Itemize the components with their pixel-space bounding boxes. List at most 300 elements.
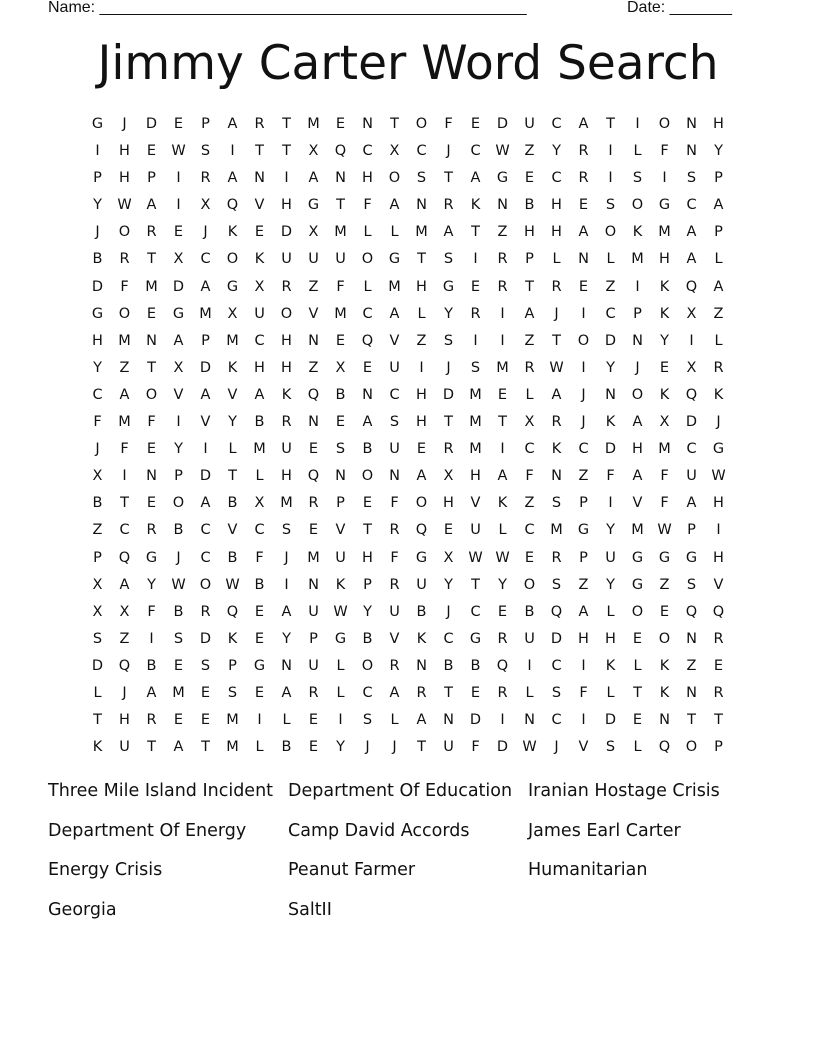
grid-letter: P: [687, 522, 696, 539]
grid-letter: S: [605, 739, 616, 756]
grid-letter: Z: [578, 576, 589, 593]
grid-letter: T: [714, 712, 723, 729]
grid-letter: E: [254, 684, 265, 701]
grid-letter: V: [227, 522, 238, 539]
grid-letter: H: [281, 359, 292, 376]
grid-letter: R: [524, 359, 535, 376]
grid-letter: P: [363, 576, 372, 593]
grid-letter: X: [443, 468, 454, 485]
grid-letter: F: [525, 468, 534, 485]
grid-letter: W: [171, 576, 186, 593]
grid-letter: B: [227, 495, 238, 512]
grid-letter: F: [660, 495, 669, 512]
grid-letter: T: [282, 143, 291, 160]
grid-letter: L: [228, 441, 237, 458]
grid-letter: O: [172, 495, 185, 512]
grid-letter: U: [524, 630, 535, 647]
grid-letter: C: [254, 522, 265, 539]
grid-letter: R: [119, 251, 130, 268]
grid-letter: X: [686, 305, 697, 322]
grid-letter: Y: [282, 630, 291, 647]
grid-letter: Z: [686, 657, 697, 674]
grid-letter: I: [608, 170, 613, 187]
grid-letter: J: [122, 684, 127, 701]
grid-letter: G: [712, 441, 725, 458]
grid-letter: L: [255, 739, 264, 756]
grid-letter: A: [578, 603, 589, 620]
grid-letter: C: [119, 522, 130, 539]
grid-letter: X: [659, 414, 670, 431]
grid-letter: C: [200, 549, 211, 566]
grid-letter: O: [631, 603, 644, 620]
grid-letter: R: [281, 278, 292, 295]
grid-letter: B: [443, 657, 454, 674]
grid-letter: K: [659, 684, 670, 701]
grid-letter: M: [145, 278, 158, 295]
grid-letter: Y: [228, 414, 237, 431]
grid-letter: Z: [497, 224, 508, 241]
grid-letter: S: [551, 684, 562, 701]
grid-letter: N: [281, 657, 292, 674]
grid-letter: E: [578, 278, 589, 295]
grid-letter: T: [147, 739, 156, 756]
grid-letter: I: [608, 143, 613, 160]
grid-letter: A: [308, 170, 319, 187]
grid-letter: A: [632, 414, 643, 431]
grid-letter: N: [686, 143, 697, 160]
grid-letter: A: [173, 332, 184, 349]
grid-letter: U: [443, 739, 454, 756]
grid-letter: I: [581, 305, 586, 322]
grid-letter: Z: [119, 630, 130, 647]
grid-letter: Q: [118, 657, 131, 674]
grid-letter: I: [689, 332, 694, 349]
grid-letter: M: [118, 414, 131, 431]
grid-letter: P: [147, 170, 156, 187]
grid-letter: Q: [307, 386, 320, 403]
grid-letter: B: [227, 549, 238, 566]
word-list-item: Humanitarian: [528, 860, 648, 881]
grid-letter: I: [500, 712, 505, 729]
grid-letter: Z: [659, 576, 670, 593]
grid-letter: R: [551, 278, 562, 295]
grid-letter: F: [579, 684, 588, 701]
grid-letter: N: [578, 251, 589, 268]
grid-letter: B: [362, 441, 373, 458]
grid-letter: Q: [118, 549, 131, 566]
grid-letter: T: [498, 414, 507, 431]
name-field: Name: ________________________________________________: [48, 0, 527, 16]
grid-letter: X: [335, 359, 346, 376]
grid-letter: L: [714, 332, 723, 349]
grid-letter: M: [496, 359, 509, 376]
grid-letter: M: [658, 441, 671, 458]
word-list-item: James Earl Carter: [528, 820, 681, 841]
grid-letter: H: [416, 278, 427, 295]
grid-letter: A: [200, 495, 211, 512]
grid-letter: N: [686, 116, 697, 132]
grid-letter: L: [282, 712, 291, 729]
grid-letter: L: [336, 657, 345, 674]
grid-letter: Z: [308, 359, 319, 376]
grid-letter: Z: [416, 332, 427, 349]
grid-letter: I: [122, 468, 127, 485]
grid-letter: Y: [606, 576, 615, 593]
grid-letter: I: [257, 712, 262, 729]
grid-letter: U: [308, 603, 319, 620]
grid-letter: B: [92, 495, 103, 512]
grid-letter: T: [633, 684, 642, 701]
date-field: Date: _______: [627, 0, 732, 16]
word-list-item: Georgia: [48, 899, 117, 920]
grid-letter: D: [442, 386, 455, 403]
grid-letter: J: [203, 224, 208, 241]
grid-letter: G: [631, 549, 644, 566]
grid-letter: O: [361, 657, 374, 674]
grid-letter: E: [173, 116, 184, 132]
grid-letter: J: [635, 359, 640, 376]
grid-letter: O: [361, 468, 374, 485]
grid-letter: A: [119, 386, 130, 403]
grid-letter: I: [338, 712, 343, 729]
grid-letter: U: [470, 522, 481, 539]
grid-letter: H: [281, 197, 292, 214]
grid-letter: T: [336, 197, 345, 214]
grid-letter: E: [443, 522, 454, 539]
word-list-item: Department Of Energy: [48, 820, 247, 841]
grid-letter: K: [713, 386, 724, 403]
grid-letter: U: [281, 441, 292, 458]
grid-letter: C: [443, 630, 454, 647]
grid-letter: V: [389, 332, 400, 349]
grid-letter: K: [227, 630, 238, 647]
grid-letter: I: [473, 251, 478, 268]
grid-letter: E: [335, 116, 346, 132]
grid-letter: Z: [524, 495, 535, 512]
grid-letter: Q: [496, 657, 509, 674]
grid-letter: W: [171, 143, 186, 160]
grid-letter: G: [307, 197, 320, 214]
grid-letter: V: [254, 197, 265, 214]
grid-letter: M: [307, 549, 320, 566]
grid-letter: X: [686, 359, 697, 376]
grid-letter: N: [686, 630, 697, 647]
grid-letter: O: [604, 224, 617, 241]
grid-letter: I: [581, 657, 586, 674]
grid-letter: E: [146, 441, 157, 458]
grid-letter: C: [416, 143, 427, 160]
grid-letter: J: [95, 224, 100, 241]
grid-letter: U: [308, 251, 319, 268]
grid-letter: S: [362, 712, 373, 729]
grid-letter: T: [471, 224, 480, 241]
grid-letter: C: [92, 386, 103, 403]
grid-letter: E: [254, 224, 265, 241]
grid-letter: N: [362, 386, 373, 403]
grid-letter: I: [500, 441, 505, 458]
grid-letter: X: [254, 495, 265, 512]
grid-letter: A: [524, 305, 535, 322]
grid-letter: L: [525, 684, 534, 701]
grid-letter: U: [281, 251, 292, 268]
grid-letter: A: [146, 197, 157, 214]
grid-letter: P: [93, 549, 102, 566]
grid-letter: H: [281, 332, 292, 349]
grid-letter: Y: [174, 441, 183, 458]
grid-letter: T: [255, 143, 264, 160]
grid-letter: G: [388, 251, 401, 268]
grid-letter: F: [255, 549, 264, 566]
grid-letter: G: [91, 305, 104, 322]
grid-letter: T: [525, 278, 534, 295]
grid-letter: H: [524, 224, 535, 241]
grid-letter: C: [254, 332, 265, 349]
grid-letter: C: [551, 116, 562, 132]
grid-letter: V: [470, 495, 481, 512]
grid-letter: N: [551, 468, 562, 485]
grid-letter: H: [281, 468, 292, 485]
grid-letter: I: [176, 414, 181, 431]
grid-letter: J: [176, 549, 181, 566]
grid-letter: P: [579, 549, 588, 566]
grid-letter: J: [284, 549, 289, 566]
grid-letter: X: [119, 603, 130, 620]
grid-letter: O: [199, 576, 212, 593]
grid-letter: L: [714, 251, 723, 268]
grid-letter: G: [253, 657, 266, 674]
grid-letter: B: [524, 603, 535, 620]
grid-letter: K: [659, 386, 670, 403]
grid-letter: Q: [361, 332, 374, 349]
grid-letter: R: [713, 630, 724, 647]
grid-letter: T: [147, 251, 156, 268]
grid-letter: U: [335, 549, 346, 566]
grid-letter: D: [199, 468, 212, 485]
grid-letter: C: [470, 603, 481, 620]
grid-letter: B: [281, 739, 292, 756]
grid-letter: Y: [606, 522, 615, 539]
grid-letter: K: [92, 739, 103, 756]
grid-letter: D: [172, 278, 185, 295]
grid-letter: D: [496, 116, 509, 132]
grid-letter: T: [444, 414, 453, 431]
word-list-item: Department Of Education: [288, 781, 513, 801]
grid-letter: X: [200, 197, 211, 214]
grid-letter: R: [281, 414, 292, 431]
grid-letter: U: [389, 359, 400, 376]
grid-letter: I: [176, 170, 181, 187]
grid-letter: O: [658, 116, 671, 132]
grid-letter: J: [554, 305, 559, 322]
grid-letter: C: [200, 522, 211, 539]
word-list: [48, 778, 768, 936]
grid-letter: R: [470, 305, 481, 322]
grid-letter: F: [120, 278, 129, 295]
grid-letter: S: [632, 170, 643, 187]
grid-letter: K: [659, 278, 670, 295]
grid-letter: X: [92, 603, 103, 620]
grid-letter: H: [362, 549, 373, 566]
grid-letter: E: [524, 549, 535, 566]
grid-letter: I: [662, 170, 667, 187]
grid-letter: C: [362, 143, 373, 160]
grid-letter: C: [362, 305, 373, 322]
grid-letter: O: [226, 251, 239, 268]
grid-letter: U: [335, 251, 346, 268]
grid-letter: K: [254, 251, 265, 268]
grid-letter: K: [659, 657, 670, 674]
grid-letter: Q: [226, 197, 239, 214]
grid-letter: P: [228, 657, 237, 674]
grid-letter: I: [230, 143, 235, 160]
grid-letter: Z: [92, 522, 103, 539]
grid-letter: G: [685, 549, 698, 566]
grid-letter: H: [713, 495, 724, 512]
grid-letter: F: [444, 116, 453, 132]
grid-letter: S: [173, 630, 184, 647]
grid-letter: Y: [444, 305, 453, 322]
grid-letter: O: [118, 224, 131, 241]
grid-letter: B: [92, 251, 103, 268]
grid-letter: L: [93, 684, 102, 701]
grid-letter: D: [685, 414, 698, 431]
grid-letter: M: [631, 251, 644, 268]
grid-letter: E: [470, 278, 481, 295]
grid-letter: E: [335, 414, 346, 431]
grid-letter: A: [713, 197, 724, 214]
grid-letter: W: [495, 549, 510, 566]
grid-letter: G: [469, 630, 482, 647]
grid-letter: S: [551, 576, 562, 593]
grid-letter: A: [227, 116, 238, 132]
grid-letter: I: [473, 332, 478, 349]
grid-letter: R: [308, 495, 319, 512]
grid-letter: M: [388, 278, 401, 295]
grid-letter: I: [500, 332, 505, 349]
grid-letter: Q: [307, 468, 320, 485]
grid-letter: Y: [363, 603, 372, 620]
grid-letter: H: [713, 116, 724, 132]
grid-letter: S: [227, 684, 238, 701]
grid-letter: R: [713, 684, 724, 701]
grid-letter: S: [686, 170, 697, 187]
grid-letter: R: [146, 224, 157, 241]
grid-letter: L: [363, 278, 372, 295]
grid-letter: X: [389, 143, 400, 160]
grid-letter: U: [389, 441, 400, 458]
grid-letter: U: [308, 657, 319, 674]
grid-letter: G: [631, 576, 644, 593]
grid-letter: X: [92, 576, 103, 593]
grid-letter: W: [711, 468, 726, 485]
grid-letter: Q: [685, 278, 698, 295]
grid-letter: T: [552, 332, 561, 349]
grid-letter: A: [416, 468, 427, 485]
grid-letter: H: [362, 170, 373, 187]
grid-letter: Y: [444, 576, 453, 593]
grid-letter: F: [147, 603, 156, 620]
grid-letter: B: [173, 603, 184, 620]
grid-letter: R: [497, 278, 508, 295]
grid-letter: C: [524, 441, 535, 458]
word-list-item: Three Mile Island Incident: [48, 781, 274, 801]
grid-letter: A: [389, 684, 400, 701]
grid-letter: H: [443, 495, 454, 512]
grid-letter: L: [255, 468, 264, 485]
grid-letter: T: [687, 712, 696, 729]
grid-letter: E: [632, 712, 643, 729]
grid-letter: R: [200, 603, 211, 620]
grid-letter: F: [336, 278, 345, 295]
grid-letter: H: [605, 630, 616, 647]
grid-letter: P: [525, 251, 534, 268]
grid-letter: L: [525, 386, 534, 403]
grid-letter: C: [200, 251, 211, 268]
grid-letter: B: [254, 576, 265, 593]
grid-letter: N: [497, 197, 508, 214]
grid-letter: W: [468, 549, 483, 566]
grid-letter: K: [632, 224, 643, 241]
grid-letter: E: [308, 522, 319, 539]
grid-letter: L: [633, 657, 642, 674]
grid-letter: E: [470, 116, 481, 132]
grid-letter: H: [416, 414, 427, 431]
header-line: [48, 0, 748, 19]
grid-letter: O: [388, 170, 401, 187]
grid-letter: S: [551, 495, 562, 512]
grid-letter: Z: [605, 278, 616, 295]
grid-letter: T: [444, 684, 453, 701]
grid-letter: E: [146, 143, 157, 160]
grid-letter: P: [201, 332, 210, 349]
grid-letter: E: [713, 657, 724, 674]
grid-letter: T: [282, 116, 291, 132]
letter-grid: [84, 111, 732, 761]
grid-letter: I: [581, 712, 586, 729]
grid-letter: L: [390, 224, 399, 241]
grid-letter: Q: [226, 603, 239, 620]
grid-letter: W: [225, 576, 240, 593]
grid-letter: C: [524, 522, 535, 539]
grid-letter: Y: [552, 143, 561, 160]
grid-letter: J: [122, 116, 127, 132]
grid-letter: L: [498, 522, 507, 539]
grid-letter: V: [173, 386, 184, 403]
grid-letter: A: [686, 224, 697, 241]
grid-letter: S: [686, 576, 697, 593]
grid-letter: C: [551, 712, 562, 729]
grid-letter: N: [524, 712, 535, 729]
grid-letter: M: [280, 495, 293, 512]
grid-letter: G: [442, 278, 455, 295]
grid-letter: P: [309, 630, 318, 647]
grid-letter: X: [173, 359, 184, 376]
grid-letter: P: [579, 495, 588, 512]
grid-letter: E: [200, 712, 211, 729]
grid-letter: F: [606, 468, 615, 485]
grid-letter: E: [632, 630, 643, 647]
grid-letter: E: [173, 712, 184, 729]
word-list-item: Camp David Accords: [288, 820, 470, 841]
grid-letter: C: [686, 441, 697, 458]
grid-letter: I: [284, 576, 289, 593]
grid-letter: G: [496, 170, 509, 187]
grid-letter: S: [605, 197, 616, 214]
grid-letter: E: [524, 170, 535, 187]
grid-letter: G: [145, 549, 158, 566]
grid-letter: R: [551, 414, 562, 431]
grid-letter: N: [308, 414, 319, 431]
